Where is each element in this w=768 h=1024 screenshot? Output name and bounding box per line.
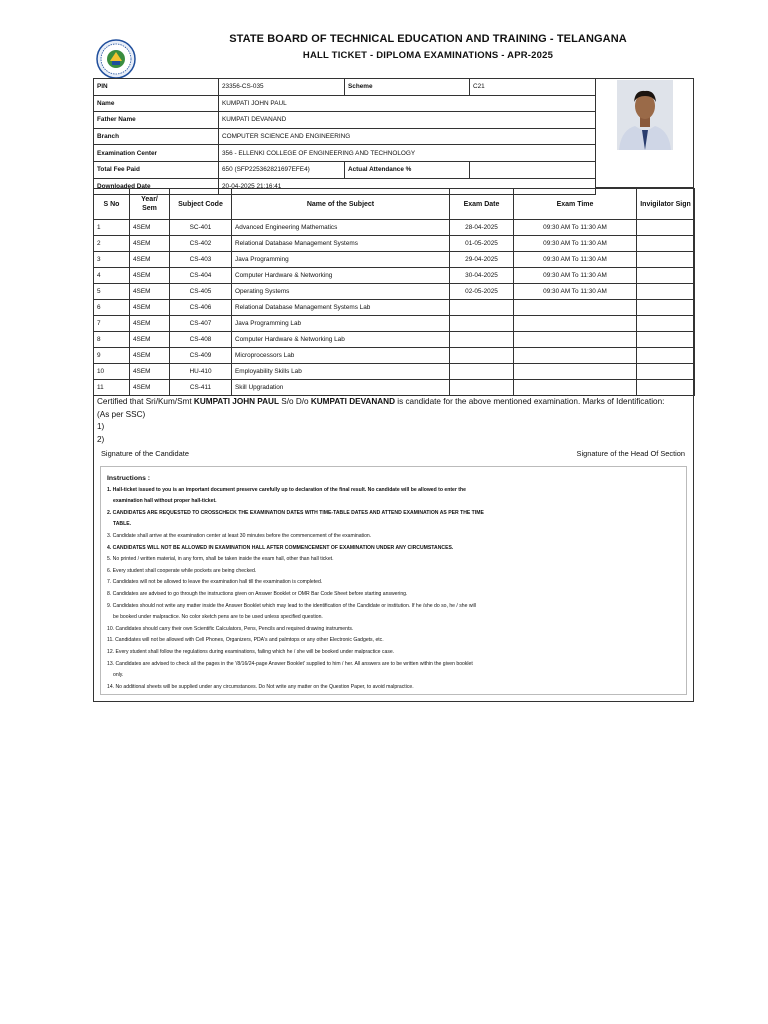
instruction-text: 7. Candidates will not be allowed to leave the examination hall till the examination is completed. xyxy=(107,579,323,586)
scheme-value: C21 xyxy=(470,79,596,96)
subject-exam-time xyxy=(514,364,637,380)
invigilator-sign-cell xyxy=(637,268,695,284)
head-signature-label: Signature of the Head Of Section xyxy=(576,449,685,458)
subject-exam-date: 29-04-2025 xyxy=(450,252,514,268)
instruction-text: 6. Every student shall cooperate while pockets are being checked. xyxy=(107,567,257,574)
instruction-item xyxy=(107,508,686,531)
instruction-text: 2. CANDIDATES ARE REQUESTED TO CROSSCHECK THE EXAMINATION DATES WITH TIME-TABLE DATES AND ATTEND EXAMINATION AS PER THE TIME xyxy=(107,509,484,516)
invigilator-sign-cell xyxy=(637,348,695,364)
downloaded-value: 20-04-2025 21:16:41 xyxy=(219,178,596,195)
subject-year-sem: 4SEM xyxy=(130,220,170,236)
subject-exam-time xyxy=(514,316,637,332)
subject-sno: 5 xyxy=(94,284,130,300)
invigilator-sign-cell xyxy=(637,252,695,268)
subject-year-sem: 4SEM xyxy=(130,316,170,332)
subject-year-sem: 4SEM xyxy=(130,268,170,284)
identification-mark-2: 2) xyxy=(97,434,105,444)
certificate-relation: S/o D/o xyxy=(278,397,311,406)
subject-sno: 11 xyxy=(94,380,130,396)
subject-exam-time: 09:30 AM To 11:30 AM xyxy=(514,220,637,236)
subject-sno: 7 xyxy=(94,316,130,332)
instruction-item xyxy=(107,659,686,682)
candidate-photo xyxy=(617,80,673,150)
subject-exam-date: 30-04-2025 xyxy=(450,268,514,284)
subject-row xyxy=(94,300,695,316)
instruction-continuation: examination hall without proper hall-ticket. xyxy=(113,498,217,505)
instructions-list xyxy=(107,485,686,694)
instruction-item xyxy=(107,624,686,636)
instruction-text: 8. Candidates are advised to go through the instructions given on Answer Booklet or OMR Bar Code Sheet before starting answering. xyxy=(107,590,408,597)
instruction-text: 3. Candidate shall arrive at the examination center at least 30 minutes before the commencement of the examination. xyxy=(107,532,372,539)
instruction-text: 5. No printed / written material, in any form, shall be taken inside the exam hall, other than hall ticket. xyxy=(107,556,334,563)
invigilator-sign-cell xyxy=(637,364,695,380)
instruction-text: 13. Candidates are advised to check all the pages in the '/8/16/24-page Answer Booklet' supplied to him / her. All answers are to be written within the given booklet xyxy=(107,660,473,667)
subject-year-sem: 4SEM xyxy=(130,348,170,364)
hall-ticket-subtitle: HALL TICKET - DIPLOMA EXAMINATIONS - APR-2025 xyxy=(302,50,554,61)
info-row-name xyxy=(94,95,596,112)
header-invigilator-sign: Invigilator Sign xyxy=(637,189,695,220)
instruction-item xyxy=(107,543,686,555)
subject-year-sem: 4SEM xyxy=(130,300,170,316)
subject-year-sem: 4SEM xyxy=(130,380,170,396)
subject-name: Microprocessors Lab xyxy=(232,348,450,364)
subject-row xyxy=(94,332,695,348)
subject-exam-time xyxy=(514,300,637,316)
subject-row xyxy=(94,380,695,396)
instruction-continuation: only. xyxy=(113,672,124,679)
subject-name: Java Programming Lab xyxy=(232,316,450,332)
subject-code: CS-403 xyxy=(170,252,232,268)
subject-sno: 8 xyxy=(94,332,130,348)
subject-exam-date: 01-05-2025 xyxy=(450,236,514,252)
subject-exam-time: 09:30 AM To 11:30 AM xyxy=(514,284,637,300)
candidate-signature-label: Signature of the Candidate xyxy=(101,449,189,458)
instruction-item xyxy=(107,531,686,543)
subject-exam-date xyxy=(450,332,514,348)
subject-exam-date: 02-05-2025 xyxy=(450,284,514,300)
invigilator-sign-cell xyxy=(637,300,695,316)
instruction-item xyxy=(107,682,686,694)
subject-code: CS-402 xyxy=(170,236,232,252)
instruction-text: 1. Hall-ticket issued to you is an important document preserve carefully up to declaration of the final result. No candidate will be allowed to enter the xyxy=(107,486,466,493)
subject-row xyxy=(94,220,695,236)
invigilator-sign-cell xyxy=(637,220,695,236)
info-row-fee xyxy=(94,161,596,178)
subject-exam-date xyxy=(450,300,514,316)
header-year-sem: Year/ Sem xyxy=(130,189,170,220)
subject-sno: 2 xyxy=(94,236,130,252)
pin-label: PIN xyxy=(94,79,219,96)
instruction-text: 10. Candidates should carry their own Scientific Calculators, Pens, Pencils and required drawing instruments. xyxy=(107,625,354,632)
attendance-label: Actual Attendance % xyxy=(345,161,470,178)
certificate-father-name: KUMPATI DEVANAND xyxy=(310,397,395,406)
candidate-photo-box xyxy=(595,78,694,188)
subject-sno: 4 xyxy=(94,268,130,284)
subject-code: CS-409 xyxy=(170,348,232,364)
info-row-father xyxy=(94,112,596,129)
subject-sno: 6 xyxy=(94,300,130,316)
subject-year-sem: 4SEM xyxy=(130,284,170,300)
invigilator-sign-cell xyxy=(637,380,695,396)
downloaded-label: Downloaded Date xyxy=(94,178,219,195)
subject-sno: 9 xyxy=(94,348,130,364)
branch-label: Branch xyxy=(94,128,219,145)
instructions-box xyxy=(100,466,687,695)
subject-name: Relational Database Management Systems xyxy=(232,236,450,252)
instruction-item xyxy=(107,647,686,659)
subject-code: CS-408 xyxy=(170,332,232,348)
instruction-item xyxy=(107,485,686,508)
instruction-item xyxy=(107,601,686,624)
instructions-title: Instructions : xyxy=(107,475,151,482)
exam-center-label: Examination Center xyxy=(94,145,219,162)
subject-exam-time xyxy=(514,348,637,364)
board-title: STATE BOARD OF TECHNICAL EDUCATION AND TRAINING - TELANGANA xyxy=(229,33,627,45)
subjects-table xyxy=(93,188,695,396)
invigilator-sign-cell xyxy=(637,284,695,300)
pin-value: 23356-CS-035 xyxy=(219,79,345,96)
subject-sno: 3 xyxy=(94,252,130,268)
subject-name: Computer Hardware & Networking xyxy=(232,268,450,284)
instruction-text: 11. Candidates will not be allowed with Cell Phones, Organizers, PDA's and palmtops or any other Electronic Gadgets, etc. xyxy=(107,637,384,644)
subject-name: Computer Hardware & Networking Lab xyxy=(232,332,450,348)
name-value: KUMPATI JOHN PAUL xyxy=(219,95,596,112)
subject-code: SC-401 xyxy=(170,220,232,236)
subject-exam-date xyxy=(450,364,514,380)
subject-sno: 1 xyxy=(94,220,130,236)
subject-exam-date xyxy=(450,348,514,364)
header-exam-time: Exam Time xyxy=(514,189,637,220)
instruction-item xyxy=(107,566,686,578)
info-row-center xyxy=(94,145,596,162)
father-name-label: Father Name xyxy=(94,112,219,129)
scheme-label: Scheme xyxy=(345,79,470,96)
name-label: Name xyxy=(94,95,219,112)
identification-mark-1: 1) xyxy=(97,422,105,431)
instruction-text: 4. CANDIDATES WILL NOT BE ALLOWED IN EXAMINATION HALL AFTER COMMENCEMENT OF EXAMINATION UNDER ANY CIRCUMSTANCES. xyxy=(107,544,454,551)
subjects-header-row xyxy=(94,189,695,220)
subject-name: Skill Upgradation xyxy=(232,380,450,396)
info-row-branch xyxy=(94,128,596,145)
subject-exam-time xyxy=(514,380,637,396)
instruction-item xyxy=(107,635,686,647)
header-exam-date: Exam Date xyxy=(450,189,514,220)
subject-exam-time: 09:30 AM To 11:30 AM xyxy=(514,252,637,268)
subject-name: Advanced Engineering Mathematics xyxy=(232,220,450,236)
instruction-item xyxy=(107,554,686,566)
subject-row xyxy=(94,268,695,284)
father-name-value: KUMPATI DEVANAND xyxy=(219,112,596,129)
instruction-text: 9. Candidates should not write any matter inside the Answer Booklet which may lead to the identification of the Candidate or institution. If he /she do so, he / she will xyxy=(107,602,476,609)
attendance-value xyxy=(470,161,596,178)
subject-code: CS-407 xyxy=(170,316,232,332)
subject-exam-date xyxy=(450,316,514,332)
header-subject-code: Subject Code xyxy=(170,189,232,220)
subject-year-sem: 4SEM xyxy=(130,364,170,380)
subject-sno: 10 xyxy=(94,364,130,380)
subject-row xyxy=(94,348,695,364)
certificate-student-name: KUMPATI JOHN PAUL xyxy=(193,397,279,406)
invigilator-sign-cell xyxy=(637,316,695,332)
subject-year-sem: 4SEM xyxy=(130,332,170,348)
ssc-note: (As per SSC) xyxy=(97,409,146,419)
fee-label: Total Fee Paid xyxy=(94,161,219,178)
subject-name: Java Programming xyxy=(232,252,450,268)
instruction-text: 12. Every student shall follow the regulations during examinations, failing which he / she will be booked under malpractice case. xyxy=(107,648,395,655)
instruction-item xyxy=(107,589,686,601)
subject-year-sem: 4SEM xyxy=(130,236,170,252)
subject-code: CS-405 xyxy=(170,284,232,300)
certificate-block xyxy=(97,396,689,446)
subject-exam-time xyxy=(514,332,637,348)
fee-value: 650 (SFP225362821697EFE4) xyxy=(219,161,345,178)
board-logo-icon xyxy=(96,39,136,79)
subject-exam-time: 09:30 AM To 11:30 AM xyxy=(514,268,637,284)
header-sno: S No xyxy=(94,189,130,220)
subject-row xyxy=(94,284,695,300)
instruction-continuation: TABLE. xyxy=(113,521,132,528)
subject-row xyxy=(94,364,695,380)
subject-code: CS-411 xyxy=(170,380,232,396)
certificate-prefix: Certified that Sri/Kum/Smt xyxy=(97,397,194,406)
instruction-text: 14. No additional sheets will be supplied under any circumstances. Do Not write any matter on the Question Paper, to avoid malpractice. xyxy=(107,683,414,690)
subject-code: HU-410 xyxy=(170,364,232,380)
subject-code: CS-406 xyxy=(170,300,232,316)
subject-row xyxy=(94,236,695,252)
invigilator-sign-cell xyxy=(637,332,695,348)
subject-row xyxy=(94,316,695,332)
exam-center-value: 356 - ELLENKI COLLEGE OF ENGINEERING AND TECHNOLOGY xyxy=(219,145,596,162)
certificate-suffix: is candidate for the above mentioned examination. Marks of Identification: xyxy=(395,397,665,406)
subject-exam-time: 09:30 AM To 11:30 AM xyxy=(514,236,637,252)
subject-name: Relational Database Management Systems Lab xyxy=(232,300,450,316)
subject-row xyxy=(94,252,695,268)
branch-value: COMPUTER SCIENCE AND ENGINEERING xyxy=(219,128,596,145)
header-subject-name: Name of the Subject xyxy=(232,189,450,220)
instruction-continuation: be booked under malpractice. No color sketch pens are to be used unless specified question. xyxy=(113,614,323,621)
certificate-statement xyxy=(97,396,689,409)
candidate-info-table xyxy=(93,78,596,195)
subject-exam-date xyxy=(450,380,514,396)
subject-name: Employability Skills Lab xyxy=(232,364,450,380)
subject-name: Operating Systems xyxy=(232,284,450,300)
info-row-pin xyxy=(94,79,596,96)
invigilator-sign-cell xyxy=(637,236,695,252)
subject-exam-date: 28-04-2025 xyxy=(450,220,514,236)
subject-code: CS-404 xyxy=(170,268,232,284)
subject-year-sem: 4SEM xyxy=(130,252,170,268)
instruction-item xyxy=(107,577,686,589)
